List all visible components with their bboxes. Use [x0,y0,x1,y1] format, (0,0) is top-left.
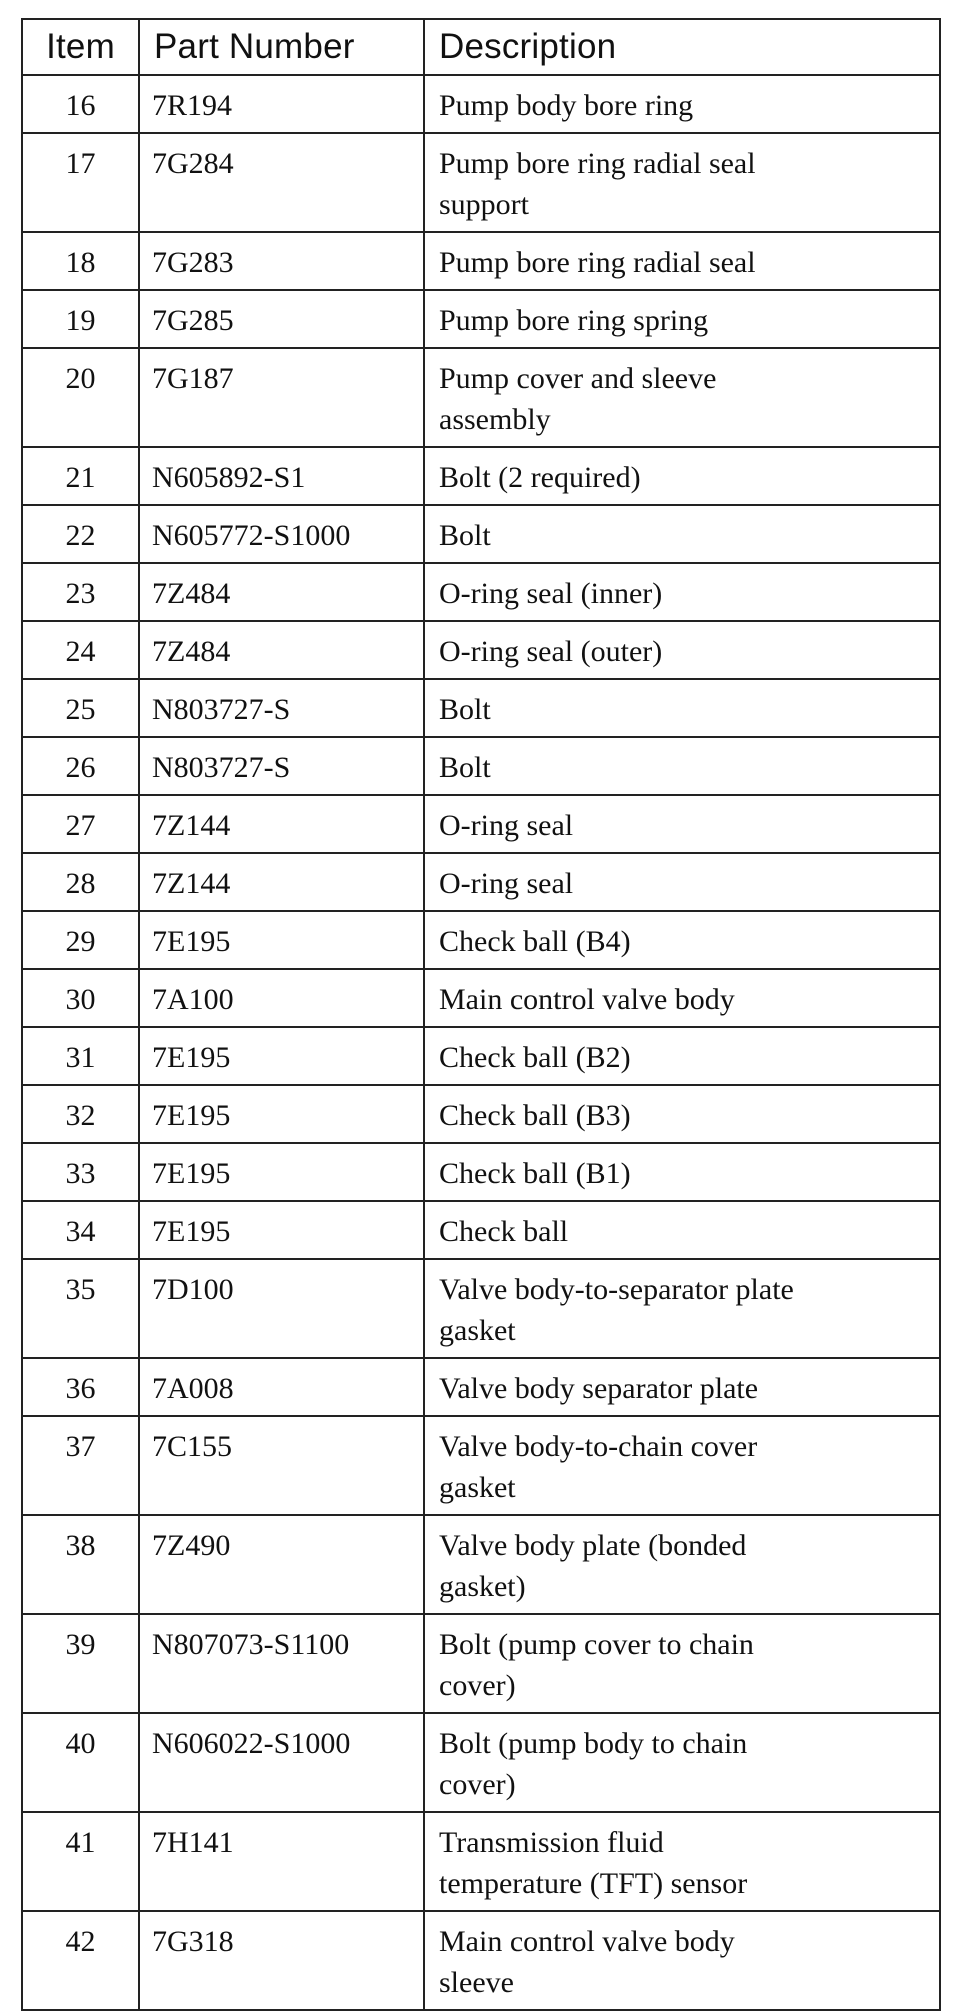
description-line-1: Check ball (B2) [439,1041,631,1074]
description-cell [424,621,940,679]
item-number-cell: 38 [22,1515,139,1614]
table-row [22,232,940,290]
item-number-cell: 42 [22,1911,139,2010]
item-number-cell: 36 [22,1358,139,1416]
description-line-1: Check ball (B4) [439,925,631,958]
description-cell [424,232,940,290]
part-number-cell: 7R194 [139,75,424,133]
table-row [22,1614,940,1713]
parts-table [21,18,941,2011]
item-number-cell: 18 [22,232,139,290]
part-number-cell: 7E195 [139,1201,424,1259]
description-line-1: Main control valve body [439,1925,735,1958]
part-number-cell: 7A100 [139,969,424,1027]
item-number-cell: 23 [22,563,139,621]
item-number-cell: 41 [22,1812,139,1911]
part-number-cell: 7Z484 [139,563,424,621]
part-number-cell: 7G283 [139,232,424,290]
description-cell [424,563,940,621]
table-row [22,737,940,795]
part-number-cell: 7Z144 [139,853,424,911]
item-number-cell: 29 [22,911,139,969]
description-cell [424,1201,940,1259]
item-number-cell: 31 [22,1027,139,1085]
table-row [22,1911,940,2010]
description-line-1: O-ring seal [439,867,574,900]
description-line-1: Bolt [439,519,491,552]
item-number-cell: 20 [22,348,139,447]
description-line-1: Main control valve body [439,983,735,1016]
table-row [22,679,940,737]
description-line-2: gasket) [439,1570,526,1603]
part-number-cell: 7G318 [139,1911,424,2010]
item-number-cell: 35 [22,1259,139,1358]
description-cell [424,348,940,447]
item-number-cell: 27 [22,795,139,853]
description-line-1: Bolt (2 required) [439,461,641,494]
table-row [22,1143,940,1201]
description-line-1: O-ring seal (outer) [439,635,663,668]
description-line-1: Pump bore ring spring [439,304,709,337]
item-number-cell: 19 [22,290,139,348]
description-line-2: support [439,188,529,221]
item-number-cell: 16 [22,75,139,133]
part-number-cell: 7Z490 [139,1515,424,1614]
description-cell [424,911,940,969]
description-line-1: Check ball (B3) [439,1099,631,1132]
part-number-cell: N605772-S1000 [139,505,424,563]
description-line-1: Bolt [439,693,491,726]
table-row [22,1027,940,1085]
table-row [22,563,940,621]
description-line-1: Check ball [439,1215,569,1248]
item-number-cell: 17 [22,133,139,232]
description-line-1: Check ball (B1) [439,1157,631,1190]
part-number-cell: 7H141 [139,1812,424,1911]
item-number-cell: 25 [22,679,139,737]
description-cell [424,969,940,1027]
part-number-cell: 7A008 [139,1358,424,1416]
part-number-cell: 7G285 [139,290,424,348]
description-cell [424,1027,940,1085]
table-row [22,348,940,447]
item-number-cell: 21 [22,447,139,505]
description-cell [424,1515,940,1614]
description-cell [424,1259,940,1358]
part-number-cell: N606022-S1000 [139,1713,424,1812]
description-cell [424,853,940,911]
part-number-cell: N807073-S1100 [139,1614,424,1713]
item-number-cell: 33 [22,1143,139,1201]
item-number-cell: 26 [22,737,139,795]
item-number-cell: 24 [22,621,139,679]
description-cell [424,1713,940,1812]
table-row [22,1515,940,1614]
table-body [22,75,940,2010]
description-line-1: Transmission fluid [439,1826,664,1859]
table-row [22,1416,940,1515]
table-row [22,1085,940,1143]
item-number-cell: 30 [22,969,139,1027]
item-number-cell: 39 [22,1614,139,1713]
description-cell [424,1614,940,1713]
part-number-cell: 7Z484 [139,621,424,679]
description-line-2: temperature (TFT) sensor [439,1867,748,1900]
description-line-1: Valve body separator plate [439,1372,759,1405]
description-line-2: gasket [439,1314,516,1347]
header-description: Description [424,19,940,75]
part-number-cell: 7E195 [139,1143,424,1201]
part-number-cell: 7G284 [139,133,424,232]
table-row [22,1713,940,1812]
description-cell [424,75,940,133]
table-header [22,19,940,75]
table-row [22,75,940,133]
description-cell [424,133,940,232]
part-number-cell: N605892-S1 [139,447,424,505]
part-number-cell: 7E195 [139,911,424,969]
header-item: Item [22,19,139,75]
table-row [22,795,940,853]
table-row [22,969,940,1027]
table-row [22,1358,940,1416]
description-line-1: O-ring seal [439,809,574,842]
table-row [22,133,940,232]
part-number-cell: 7G187 [139,348,424,447]
table-row [22,1259,940,1358]
description-cell [424,447,940,505]
item-number-cell: 37 [22,1416,139,1515]
description-line-2: gasket [439,1471,516,1504]
description-cell [424,795,940,853]
item-number-cell: 32 [22,1085,139,1143]
table-row [22,853,940,911]
description-cell [424,505,940,563]
description-line-2: assembly [439,403,551,436]
description-cell [424,290,940,348]
description-cell [424,1812,940,1911]
description-line-2: cover) [439,1768,516,1801]
description-line-1: Valve body-to-chain cover [439,1430,758,1463]
header-row [22,19,940,75]
part-number-cell: 7E195 [139,1085,424,1143]
table-row [22,447,940,505]
description-line-1: Valve body plate (bonded [439,1529,747,1562]
item-number-cell: 22 [22,505,139,563]
part-number-cell: N803727-S [139,679,424,737]
description-line-1: Pump cover and sleeve [439,362,717,395]
description-cell [424,1416,940,1515]
table-row [22,621,940,679]
description-line-1: O-ring seal (inner) [439,577,663,610]
part-number-cell: 7D100 [139,1259,424,1358]
description-line-1: Pump bore ring radial seal [439,147,756,180]
description-line-1: Valve body-to-separator plate [439,1273,794,1306]
description-cell [424,1085,940,1143]
item-number-cell: 40 [22,1713,139,1812]
description-line-1: Bolt [439,751,491,784]
table-row [22,911,940,969]
table-row [22,505,940,563]
parts-table-page [21,18,939,2011]
table-row [22,1812,940,1911]
description-line-2: sleeve [439,1966,514,1999]
part-number-cell: N803727-S [139,737,424,795]
description-line-1: Bolt (pump cover to chain [439,1628,754,1661]
description-line-1: Bolt (pump body to chain [439,1727,748,1760]
description-line-1: Pump body bore ring [439,89,694,122]
part-number-cell: 7E195 [139,1027,424,1085]
description-cell [424,679,940,737]
description-line-2: cover) [439,1669,516,1702]
part-number-cell: 7Z144 [139,795,424,853]
table-row [22,290,940,348]
table-row [22,1201,940,1259]
description-cell [424,737,940,795]
item-number-cell: 28 [22,853,139,911]
description-cell [424,1911,940,2010]
header-part-number: Part Number [139,19,424,75]
description-line-1: Pump bore ring radial seal [439,246,756,279]
description-cell [424,1143,940,1201]
part-number-cell: 7C155 [139,1416,424,1515]
item-number-cell: 34 [22,1201,139,1259]
description-cell [424,1358,940,1416]
